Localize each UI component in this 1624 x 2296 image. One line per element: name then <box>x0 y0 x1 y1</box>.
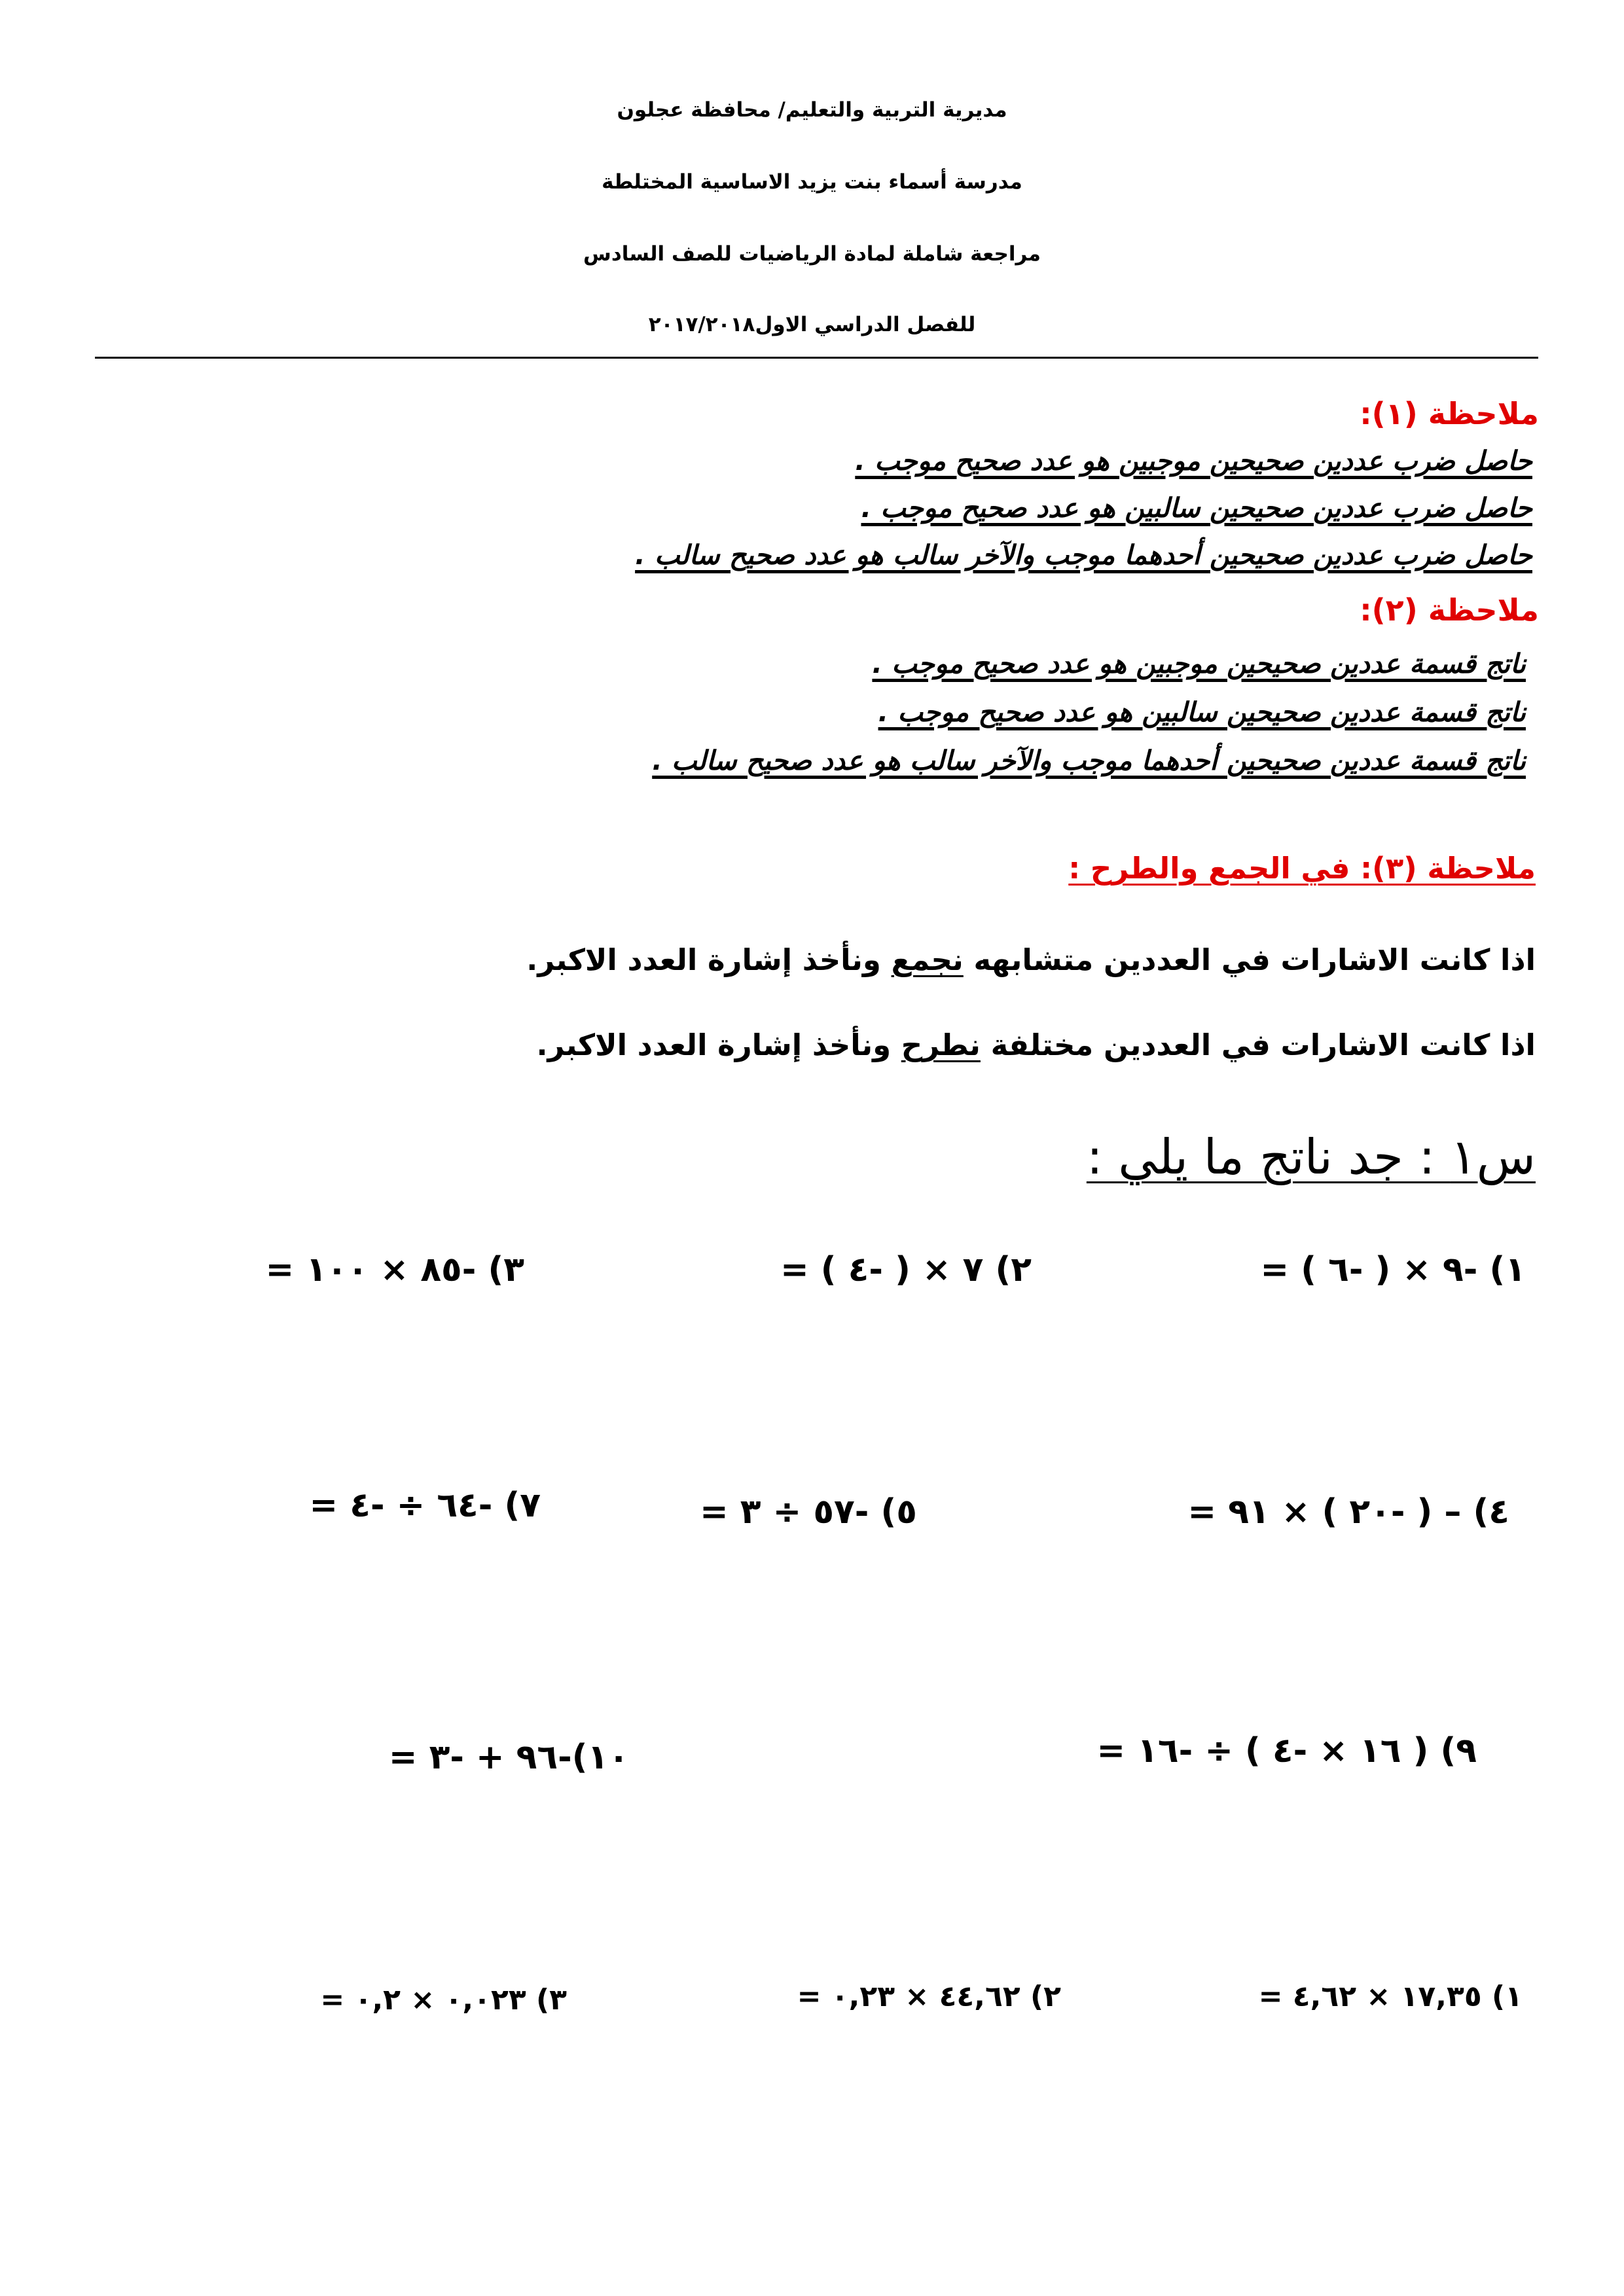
note2-line-1: ناتج قسمة عددين صحيحين موجبين هو عدد صحيح موجب . <box>872 648 1526 679</box>
note1-title: ملاحظة (١): <box>1360 396 1539 431</box>
decimal-exercise-1: ١) ١٧,٣٥ × ٤,٦٢ = <box>1258 1980 1523 2013</box>
note1-line-1: حاصل ضرب عددين صحيحين موجبين هو عدد صحيح موجب . <box>855 445 1532 476</box>
note3-rule-different-signs <box>536 1028 1536 1062</box>
header-school: مدرسة أسماء بنت يزيد الاساسية المختلطة <box>602 170 1022 194</box>
rule2-before: اذا كانت الاشارات في العددين مختلفة <box>980 1028 1536 1062</box>
rule2-after: ونأخذ إشارة العدد الاكبر. <box>536 1028 901 1062</box>
note2-line-2: ناتج قسمة عددين صحيحين سالبين هو عدد صحيح موجب . <box>878 696 1526 728</box>
exercise-3: ٣) -٨٥ × ١٠٠ = <box>265 1250 524 1289</box>
note3-rule-same-signs <box>526 942 1536 977</box>
rule1-keyword: نجمع <box>891 942 964 977</box>
exercise-5: ٥) -٥٧ ÷ ٣ = <box>700 1492 917 1532</box>
note1-line-2: حاصل ضرب عددين صحيحين سالبين هو عدد صحيح موجب . <box>861 492 1532 524</box>
rule2-keyword: نطرح <box>901 1028 981 1062</box>
exercise-9: ٩) ( ١٦ × -٤ ) ÷ -١٦ = <box>1096 1731 1477 1770</box>
decimal-exercise-2: ٢) ٤٤,٦٢ × ٠,٢٣ = <box>797 1980 1061 2013</box>
note2-line-3: ناتج قسمة عددين صحيحين أحدهما موجب والآخر سالب هو عدد صحيح سالب . <box>652 745 1526 776</box>
exercise-7: ٧) -٦٤ ÷ -٤ = <box>309 1486 541 1525</box>
header-divider <box>95 357 1538 359</box>
rule1-after: ونأخذ إشارة العدد الاكبر. <box>526 942 892 977</box>
rule1-before: اذا كانت الاشارات في العددين متشابهه <box>963 942 1536 977</box>
note3-title: ملاحظة (٣): في الجمع والطرح : <box>1068 851 1536 886</box>
decimal-exercise-3: ٣) ٠,٠٢٣ × ٠,٢ = <box>320 1983 567 2017</box>
question1-title: س١ : جد ناتج ما يلي : <box>1086 1129 1536 1185</box>
header-directorate: مديرية التربية والتعليم/ محافظة عجلون <box>617 98 1007 122</box>
header-semester: للفصل الدراسي الاول٢٠١٧/٢٠١٨ <box>648 313 976 336</box>
exercise-2: ٢) ٧ × ( -٤ ) = <box>780 1250 1032 1289</box>
exercise-10: ١٠)-٩٦ + -٣ = <box>388 1738 629 1777</box>
exercise-4: ٤) – ( -٢٠ ) × ٩١ = <box>1187 1492 1509 1532</box>
note1-line-3: حاصل ضرب عددين صحيحين أحدهما موجب والآخر سالب هو عدد صحيح سالب . <box>635 539 1532 571</box>
exercise-1: ١) -٩ × ( -٦ ) = <box>1260 1250 1526 1289</box>
note2-title: ملاحظة (٢): <box>1360 592 1539 628</box>
header-review-title: مراجعة شاملة لمادة الرياضيات للصف السادس <box>583 242 1041 266</box>
